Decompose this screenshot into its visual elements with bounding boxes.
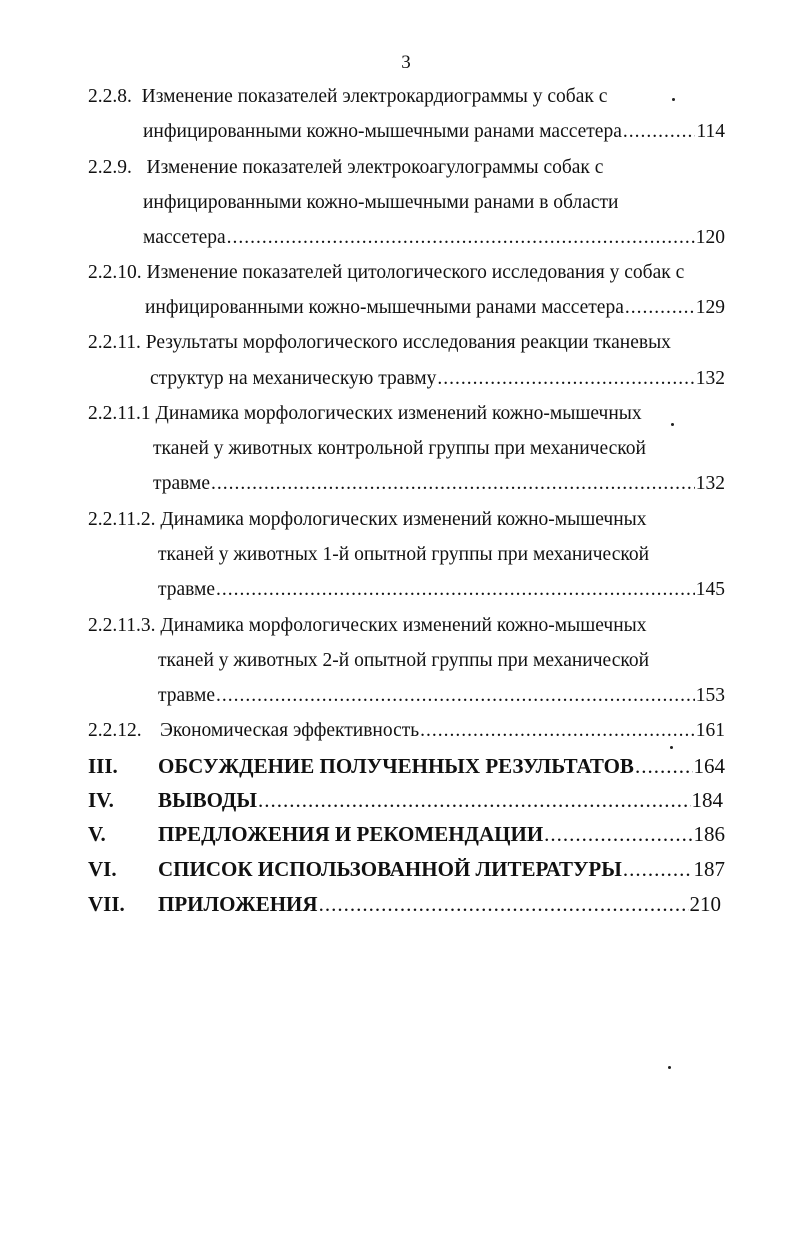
toc-chapter-vii[interactable] <box>158 891 721 917</box>
toc-number: 2.2.11. <box>88 332 141 353</box>
toc-text: Динамика морфологических изменений кожно-мышечных <box>155 403 642 424</box>
page-number: 3 <box>401 52 411 73</box>
toc-number: 2.2.11.2. <box>88 509 156 530</box>
toc-entry-2-2-11-3-first-line <box>88 614 647 638</box>
toc-text: Динамика морфологических изменений кожно-мышечных <box>160 615 647 636</box>
toc-entry-2-2-11-2-last-line[interactable] <box>158 578 725 602</box>
toc-number: 2.2.11.3. <box>88 615 156 636</box>
toc-text: структур на механическую травму <box>150 368 437 389</box>
chapter-title: ОБСУЖДЕНИЕ ПОЛУЧЕННЫХ РЕЗУЛЬТАТОВ <box>158 754 634 778</box>
dot-leader <box>635 753 693 779</box>
toc-text: инфицированными кожно-мышечными ранами массетера <box>145 297 624 318</box>
chapter-number: III. <box>88 754 118 778</box>
toc-text: Результаты морфологического исследования реакции тканевых <box>145 332 671 353</box>
toc-page: 161 <box>695 720 725 741</box>
toc-text: Изменение показателей цитологического исследования у собак с <box>146 262 685 283</box>
toc-page: 129 <box>695 297 725 318</box>
dot-leader <box>319 891 689 917</box>
dot-leader <box>623 856 693 882</box>
toc-entry-2-2-9-first-line <box>88 156 603 180</box>
toc-number: 2.2.8. <box>88 86 132 107</box>
dot-leader <box>625 296 695 320</box>
toc-entry-2-2-10-last-line[interactable] <box>145 296 725 320</box>
scan-speck <box>671 423 674 426</box>
toc-chapter-v[interactable] <box>158 821 725 847</box>
toc-number: 2.2.12. <box>88 720 142 741</box>
chapter-number: VI. <box>88 857 117 881</box>
toc-text: травме <box>158 579 216 600</box>
toc-page: 132 <box>695 473 725 494</box>
dot-leader <box>216 684 695 708</box>
toc-text: травме <box>158 685 216 706</box>
toc-page: 114 <box>696 121 725 142</box>
toc-text: Изменение показателей электрокоагулограммы собак с <box>146 157 604 178</box>
chapter-number: VII. <box>88 892 125 916</box>
toc-chapter-iv[interactable] <box>158 787 723 813</box>
toc-entry-2-2-11-last-line[interactable] <box>150 367 725 391</box>
toc-text: тканей у животных 1-й опытной группы при механической <box>158 544 650 565</box>
toc-page: 145 <box>695 579 725 600</box>
dot-leader <box>227 226 695 250</box>
toc-text: Экономическая эффективность <box>160 720 420 741</box>
toc-entry-2-2-11-first-line <box>88 331 671 355</box>
dot-leader <box>420 719 695 743</box>
dot-leader <box>216 578 695 602</box>
toc-text: инфицированными кожно-мышечными ранами массетера <box>143 121 622 142</box>
toc-text: тканей у животных 2-й опытной группы при механической <box>158 650 650 671</box>
toc-entry-2-2-8-last-line[interactable] <box>143 120 725 144</box>
toc-page: 184 <box>691 788 723 812</box>
toc-page: 164 <box>693 754 725 778</box>
scan-speck <box>672 98 675 101</box>
toc-page: 153 <box>695 685 725 706</box>
toc-page: 186 <box>693 822 725 846</box>
toc-text: тканей у животных контрольной группы при механической <box>153 438 646 459</box>
toc-number: 2.2.9. <box>88 157 132 178</box>
toc-entry-2-2-9-last-line[interactable] <box>143 226 725 250</box>
chapter-title: ПРИЛОЖЕНИЯ <box>158 892 318 916</box>
dot-leader <box>258 787 691 813</box>
toc-chapter-iii[interactable] <box>158 753 725 779</box>
chapter-title: СПИСОК ИСПОЛЬЗОВАННОЙ ЛИТЕРАТУРЫ <box>158 857 622 881</box>
chapter-number: IV. <box>88 788 114 812</box>
dot-leader <box>623 120 696 144</box>
chapter-number: V. <box>88 822 106 846</box>
toc-entry-2-2-11-3-last-line[interactable] <box>158 684 725 708</box>
scan-speck <box>670 746 673 749</box>
toc-entry-2-2-11-1-first-line <box>88 402 642 426</box>
dot-leader <box>211 472 695 496</box>
toc-text: Динамика морфологических изменений кожно-мышечных <box>160 509 647 530</box>
toc-number: 2.2.10. <box>88 262 142 283</box>
toc-page: 187 <box>693 857 725 881</box>
toc-entry-2-2-10-first-line <box>88 261 684 285</box>
toc-text: травме <box>153 473 211 494</box>
toc-text: массетера <box>143 227 226 248</box>
toc-chapter-vi[interactable] <box>158 856 725 882</box>
toc-page: 132 <box>695 368 725 389</box>
toc-entry-2-2-11-2-first-line <box>88 508 647 532</box>
toc-text: инфицированными кожно-мышечными ранами в области <box>143 192 619 213</box>
toc-entry-2-2-8-first-line <box>88 85 607 109</box>
chapter-title: ВЫВОДЫ <box>158 788 257 812</box>
toc-entry-2-2-12[interactable] <box>160 719 725 743</box>
scan-speck <box>668 1066 671 1069</box>
toc-text: Изменение показателей электрокардиограммы у собак с <box>141 86 608 107</box>
toc-page: 120 <box>695 227 725 248</box>
chapter-title: ПРЕДЛОЖЕНИЯ И РЕКОМЕНДАЦИИ <box>158 822 544 846</box>
toc-entry-2-2-11-1-last-line[interactable] <box>153 472 725 496</box>
dot-leader <box>437 367 694 391</box>
dot-leader <box>544 821 692 847</box>
toc-number: 2.2.11.1 <box>88 403 151 424</box>
toc-page: 210 <box>689 892 721 916</box>
